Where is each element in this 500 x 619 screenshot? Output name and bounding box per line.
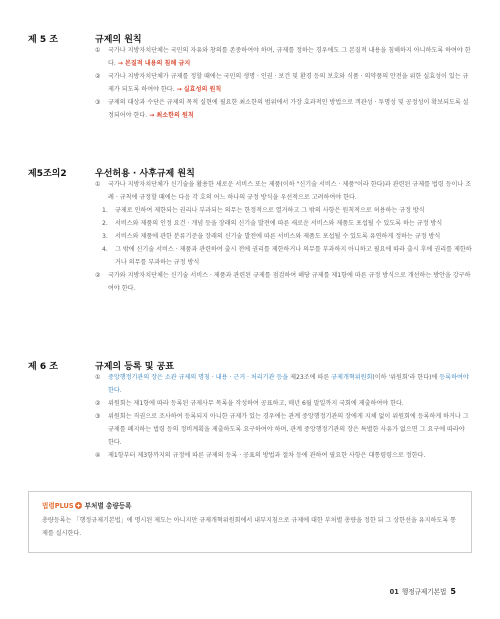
page-number: 5 [450,587,456,596]
paragraph-1 [95,178,472,204]
highlighted-text: 중앙행정기관의 장은 소관 규제의 명칭 · 내용 · 근거 · 처리기관 등을 [108,374,289,381]
item-marker: 1. [102,207,108,214]
paragraph-3 [95,410,472,449]
paragraph-text: 위원회는 제1항에 따라 등록된 규제사무 목록을 작성하여 공표하고, 매년 6월 말일까지 국회에 제출하여야 한다. [108,400,404,407]
paragraph-2 [95,269,472,295]
paragraph-marker: ③ [95,413,101,420]
principle-note: → 최소한의 원칙 [149,112,194,119]
circle-plus-icon [75,502,82,509]
paragraph-1 [95,44,472,70]
box-title: 부처별 총량등록 [84,502,132,510]
page-footer [390,586,456,596]
list-item [95,243,472,269]
chapter-title: 행정규제기본법 [401,588,447,596]
paragraph-4 [95,449,472,462]
paragraph-text: 국가나 지방자치단체는 국민의 자유와 창의를 존중하여야 하며, 규제를 정하는 경우에도 그 본질적 내용을 침해하지 아니하도록 하여야 한다. [108,47,471,67]
highlighted-text: 규제개혁위원회 [331,374,373,381]
paragraph-marker: ① [95,181,101,188]
paragraph-marker: ① [95,47,101,54]
paragraph-marker: ② [95,400,101,407]
article-title: 규제의 원칙 [95,35,142,45]
article-body [95,44,472,122]
law-plus-box [28,491,472,553]
item-text: 서비스와 제품에 관한 분류기준을 장래의 신기술 발전에 따른 서비스와 제품도 포섭될 수 있도록 유연하게 정하는 규정 방식 [115,233,441,240]
item-text: 규제로 인하여 제한되는 권리나 부과되는 의무는 한정적으로 열거하고 그 밖의 사항은 원칙적으로 허용하는 규정 방식 [115,207,425,214]
article-body [95,371,472,462]
highlighted-text: 등록하여야 한다. [108,374,469,394]
item-text: 서비스와 제품의 인정 요건 · 개념 등을 장래의 신기술 발전에 따른 새로운 서비스와 제품도 포섭될 수 있도록 하는 규정 방식 [115,220,443,227]
principle-note: → 실효성의 원칙 [176,86,222,93]
article-number: 제 5 조 [28,35,58,45]
article-body [95,178,472,295]
box-header [42,500,132,510]
item-marker: 4. [102,246,108,253]
paragraph-2 [95,397,472,410]
paragraph-text: 위원회는 직권으로 조사하여 등록되지 아니한 규제가 있는 경우에는 관계 중앙행정기관의 장에게 지체 없이 위원회에 등록하게 하거나 그 규제를 폐지하는 법령 등의 정비계획을 제출하도록 요구하여야 하며, 관계 중앙행정기관의 장은 특별한 사유가 없으면 그 요구에 따라야 한다. [108,413,469,446]
paragraph-text: 제23조에 따른 [288,374,332,381]
paragraph-text: 국가나 지방자치단체가 신기술을 활용한 새로운 서비스 또는 제품(이하 "신기술 서비스 · 제품"이라 한다)과 관련된 규제를 법령 등이나 조례 · 규칙에 규정할 때에는 다음 각 호의 어느 하나의 규정 방식을 우선적으로 고려하여야 한다. [108,181,472,201]
paragraph-text: 국가와 지방자치단체는 신기술 서비스 · 제품과 관련된 규제를 점검하여 해당 규제를 제1항에 따른 규정 방식으로 개선하는 방안을 강구하여야 한다. [108,272,471,292]
article-number: 제 6 조 [28,362,58,372]
article-number: 제5조의2 [28,169,67,179]
paragraph-3 [95,96,472,122]
box-tag: 법령PLUS [42,502,74,510]
chapter-number: 01 [389,588,399,596]
list-item [95,204,472,217]
paragraph-text: 규제의 대상과 수단은 규제의 목적 실현에 필요한 최소한의 범위에서 가장 효과적인 방법으로 객관성 · 투명성 및 공정성이 확보되도록 설정되어야 한다. [108,99,469,119]
paragraph-text: 국가나 지방자치단체가 규제를 정할 때에는 국민의 생명 · 인권 · 보건 및 환경 등의 보호와 식품 · 의약품의 안전을 위한 실효성이 있는 규제가 되도록 하여야 한다. [108,73,469,93]
paragraph-marker: ③ [95,99,101,106]
paragraph-1 [95,371,472,397]
box-body: 총량등록는 「행정규제기본법」에 명시된 제도는 아니지만 규제개혁위원회에서 내부지침으로 규제에 대한 부처별 총량을 정한 뒤 그 상한선을 유지하도록 통제를 실시한다. [42,517,457,537]
list-item [95,217,472,230]
paragraph-text: (이하 '위원회'라 한다)에 [372,374,440,381]
paragraph-marker: ② [95,272,101,279]
list-item [95,230,472,243]
paragraph-2 [95,70,472,96]
paragraph-marker: ④ [95,452,101,459]
article-title: 우선허용 · 사후규제 원칙 [95,169,195,179]
item-marker: 2. [102,220,108,227]
item-marker: 3. [102,233,108,240]
item-text: 그 밖에 신기술 서비스 · 제품과 관련하여 출시 전에 권리를 제한하거나 의무를 부과하지 아니하고 필요에 따라 출시 후에 권리를 제한하거나 의무를 부과하는 규정 방식 [115,246,472,266]
paragraph-text: 제1항부터 제3항까지의 규정에 따른 규제의 등록 · 공표의 방법과 절차 등에 관하여 필요한 사항은 대통령령으로 정한다. [108,452,426,459]
principle-note: → 본질적 내용의 침해 금지 [117,60,191,67]
paragraph-marker: ② [95,73,101,80]
paragraph-marker: ① [95,374,101,381]
article-title: 규제의 등록 및 공표 [95,362,174,372]
